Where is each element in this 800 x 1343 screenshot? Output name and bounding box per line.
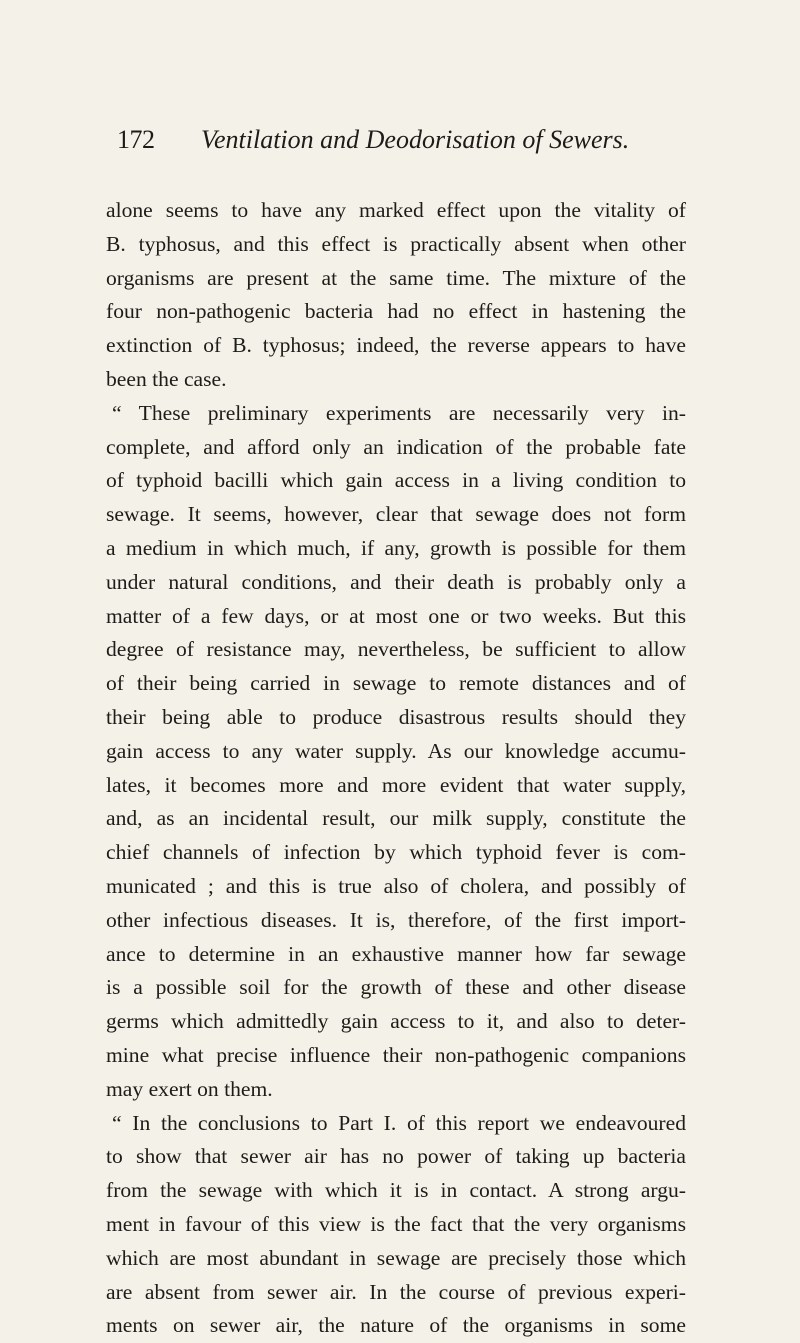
text-line: ance to determine in an exhaustive manner how far sewage	[106, 941, 686, 966]
text-line: their being able to produce disastrous results should they	[106, 704, 686, 729]
text-line: a medium in which much, if any, growth is possible for them	[106, 535, 686, 560]
text-line: municated ; and this is true also of cholera, and possibly of	[106, 873, 686, 898]
text-line: organisms are present at the same time. The mixture of the	[106, 265, 686, 290]
running-title: Ventilation and Deodorisation of Sewers.	[201, 125, 630, 154]
body-text	[106, 194, 686, 1343]
text-line: degree of resistance may, nevertheless, be sufficient to allow	[106, 637, 686, 662]
text-line: germs which admittedly gain access to it, and also to deter-	[106, 1009, 686, 1034]
text-line: under natural conditions, and their death is probably only a	[106, 569, 686, 594]
text-line: complete, and afford only an indication of the probable fate	[106, 434, 686, 459]
text-line: ment in favour of this view is the fact that the very organisms	[106, 1211, 686, 1236]
text-line: extinction of B. typhosus; indeed, the reverse appears to have	[106, 333, 686, 358]
text-line: of typhoid bacilli which gain access in a living condition to	[106, 468, 686, 493]
text-line: which are most abundant in sewage are precisely those which	[106, 1245, 686, 1270]
text-line: matter of a few days, or at most one or two weeks. But this	[106, 603, 686, 628]
text-line: other infectious diseases. It is, therefore, of the first import-	[106, 907, 686, 932]
text-line: gain access to any water supply. As our knowledge accumu-	[106, 738, 686, 763]
text-line: chief channels of infection by which typhoid fever is com-	[106, 840, 686, 865]
text-line: “ In the conclusions to Part I. of this report we endeavoured	[112, 1110, 686, 1135]
text-line: sewage. It seems, however, clear that sewage does not form	[106, 502, 686, 527]
text-line: of their being carried in sewage to remote distances and of	[106, 671, 686, 696]
text-line: is a possible soil for the growth of these and other disease	[106, 975, 686, 1000]
text-line: lates, it becomes more and more evident that water supply,	[106, 772, 686, 797]
text-line: alone seems to have any marked effect upon the vitality of	[106, 198, 686, 222]
text-line: mine what precise influence their non-pathogenic companions	[106, 1042, 686, 1067]
page-number: 172	[117, 125, 155, 154]
text-line: from the sewage with which it is in contact. A strong argu-	[106, 1178, 686, 1203]
text-line: four non-pathogenic bacteria had no effect in hastening the	[106, 299, 686, 324]
text-line: B. typhosus, and this effect is practically absent when other	[106, 231, 686, 256]
text-line: to show that sewer air has no power of taking up bacteria	[106, 1144, 686, 1169]
text-line: been the case.	[106, 366, 227, 391]
text-line: are absent from sewer air. In the course of previous experi-	[106, 1279, 686, 1304]
text-line: and, as an incidental result, our milk supply, constitute the	[106, 806, 686, 831]
text-line: may exert on them.	[106, 1076, 273, 1101]
text-line: “ These preliminary experiments are necessarily very in-	[112, 400, 686, 425]
text-line: ments on sewer air, the nature of the organisms in some	[106, 1313, 686, 1338]
page-header	[117, 120, 637, 160]
